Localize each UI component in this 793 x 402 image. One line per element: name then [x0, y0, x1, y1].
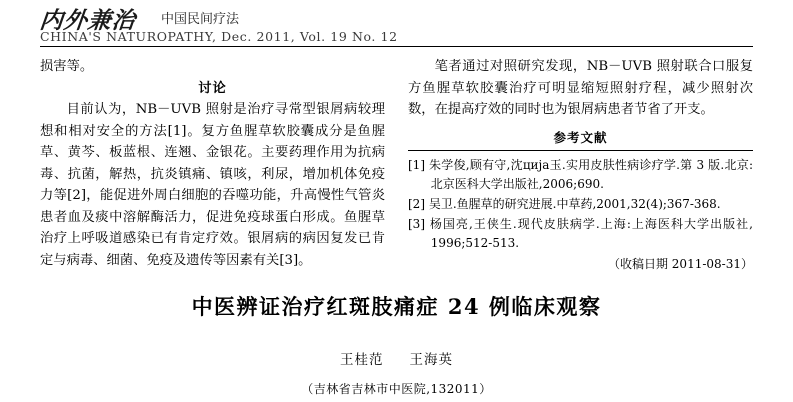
- masthead-divider: [40, 46, 753, 47]
- article-affiliation: （吉林省吉林市中医院,132011）: [301, 382, 492, 396]
- journal-subtitle-cn: 中国民间疗法: [161, 12, 240, 27]
- article-authors: [40, 348, 753, 368]
- reference-item: [1] 朱学俊,顾有守,沈ција玉.实用皮肤性病诊疗学.第 3 版.北京:北京医科大学出版社,2006;690.: [408, 158, 753, 191]
- discussion-paragraph: 目前认为，NB－UVB 照射是治疗寻常型银屑病较理想和相对安全的方法[1]。复方鱼腥草软胶囊成分是鱼腥草、黄芩、板蓝根、连翘、金银花。主要药理作用为抗病毒、抗菌，解热，抗炎镇痛、镇咳，利尿，增加机体免疫力等[2]，能促进外周白细胞的吞噬功能，升高慢性气管炎患者血及痰中溶解酶活力，促进免疫球蛋白形成。鱼腥草治疗上呼吸道感染已有肯定疗效。银屑病的病因复发已肯定与病毒、细菌、免疫及遗传等因素有关[3]。: [40, 102, 385, 268]
- journal-name-cn: 内外兼治: [38, 7, 138, 34]
- article-title: 中医辨证治疗红斑肢痛症 24 例临床观察: [191, 294, 602, 319]
- left-column: [40, 56, 385, 271]
- author-name: 王桂范: [340, 352, 384, 368]
- section-heading-discussion: 讨论: [198, 80, 227, 96]
- references-heading: 参考文献: [553, 129, 608, 145]
- conclusion-paragraph: 笔者通过对照研究发现，NB－UVB 照射联合口服复方鱼腥草软胶囊治疗可明显缩短照射疗程，减少照射次数，在提高疗效的同时也为银屑病患者节省了开支。: [408, 59, 753, 117]
- reference-item: [3] 杨国亮,王侠生.现代皮肤病学.上海:上海医科大学出版社, 1996;512-513.: [408, 217, 753, 250]
- references-list: [408, 156, 753, 253]
- references-divider: [408, 150, 753, 151]
- received-date: （收稿日期 2011-08-31）: [607, 257, 753, 271]
- right-column: [408, 56, 753, 276]
- journal-issue-line: CHINA'S NATUROPATHY, Dec. 2011, Vol. 19 No. 12: [40, 29, 398, 44]
- continued-line: 损害等。: [40, 59, 94, 74]
- author-name: 王海英: [409, 352, 453, 368]
- masthead: [40, 2, 753, 44]
- reference-item: [2] 吴卫.鱼腥草的研究进展.中草药,2001,32(4);367-368.: [408, 197, 721, 211]
- article-header: [40, 292, 753, 397]
